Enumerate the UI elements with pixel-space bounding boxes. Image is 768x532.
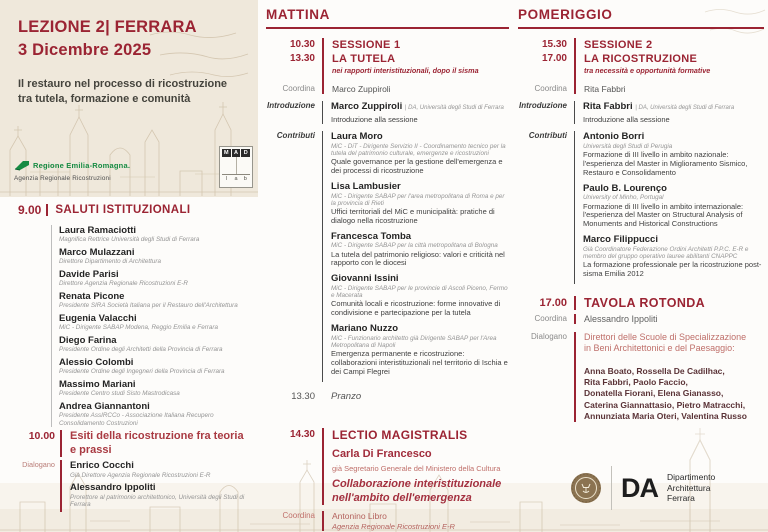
da-dept-line3: Ferrara <box>667 493 695 504</box>
session1-start-time: 10.30 <box>289 39 315 50</box>
mad-letter: l <box>226 176 228 182</box>
contributor-affil: Università degli Studi di Perugia <box>583 142 673 150</box>
dialogano-label: Dialogano <box>22 460 55 470</box>
speaker-role: Presidente AssIRCCo - Associazione Italiana Recupero Consolidamento Costruzioni <box>59 412 214 427</box>
pomeriggio-column <box>518 7 764 422</box>
speaker-entry <box>59 335 260 354</box>
session2-name: SESSIONE 2 <box>584 39 653 51</box>
session1-coordinator: Marco Zuppiroli <box>332 84 391 94</box>
contribution-title: Formazione di III livello in ambito internazionale: l'esperienza del Master on Structural Analysis of Monuments and Historical Constructions <box>583 201 744 229</box>
contribution-title: Comunità locali e ricostruzione: forme innovative di condivisione e partecipazione per la tutela <box>331 299 501 318</box>
session2-start-time: 15.30 <box>541 39 567 50</box>
speaker-entry <box>70 482 260 508</box>
contributor-name: Francesca Tomba <box>331 230 412 242</box>
introduzione-label: Introduzione <box>267 101 315 110</box>
speaker-name: Massimo Mariani <box>59 379 136 390</box>
contribution-entry <box>583 234 764 279</box>
contributor-name: Paulo B. Lourenço <box>583 182 667 194</box>
university-seal-icon <box>570 472 602 504</box>
speaker-entry <box>59 379 260 398</box>
contributor-name: Laura Moro <box>331 131 383 143</box>
tavola-desc-line1: Direttori delle Scuole di Specializzazione <box>584 331 747 342</box>
speaker-entry <box>59 357 260 376</box>
left-column <box>18 203 260 512</box>
event-subtitle-line2: tra tutela, formazione e comunità <box>18 93 191 105</box>
session2-subtitle: tra necessità e opportunità formative <box>584 66 711 75</box>
tavola-title: TAVOLA ROTONDA <box>584 295 706 310</box>
pranzo-label: Pranzo <box>331 390 362 402</box>
contributor-affil: MiC - DiT - Dirigente Servizio II - Coordinamento tecnico per la tutela del patrimonio culturale, emergenze e ricostruzioni <box>331 142 506 158</box>
esiti-speakers-list <box>60 460 260 511</box>
mad-letter: D <box>241 149 250 157</box>
session1-block <box>266 38 509 94</box>
session2-coordinator: Rita Fabbri <box>584 84 626 94</box>
esiti-time: 10.00 <box>28 430 55 443</box>
lectio-talk-line2: nell'ambito dell'emergenza <box>332 491 472 504</box>
event-subtitle-line1: Il restauro nel processo di ricostruzione <box>18 78 228 90</box>
lectio-speaker: Carla Di Francesco <box>332 448 432 460</box>
introduzione-row <box>266 101 509 124</box>
contribution-title: Formazione di III livello in ambito nazionale: l'esperienza del Master in Miglioramento Sismico, Restauro e Consolidamento <box>583 150 748 177</box>
speaker-role: Prorettore al patrimonio architettonico, Università degli Studi di Ferrara <box>70 493 245 509</box>
esiti-title-line2: e prassi <box>70 443 112 456</box>
tavola-dialogano-label: Dialogano <box>530 331 567 341</box>
speaker-entry <box>59 313 260 332</box>
participants-line: Anna Boato, Rossella De Cadilhac, <box>584 365 725 376</box>
agency-name: Agenzia Regionale Ricostruzioni <box>14 175 111 182</box>
session1-subtitle: nei rapporti interistituzionali, dopo il sisma <box>332 66 479 75</box>
mad-lab-logo <box>219 146 253 188</box>
contributi-label: Contributi <box>276 131 315 141</box>
saluti-title: SALUTI ISTITUZIONALI <box>55 204 191 216</box>
contributor-name: Giovanni Issini <box>331 273 399 285</box>
divider <box>611 466 612 510</box>
esiti-title-line1: Esiti della ricostruzione fra teoria <box>70 430 244 443</box>
speaker-name: Alessio Colombi <box>59 357 134 368</box>
contributor-affil: MiC - Funzionario architetto già Dirigente SABAP per l'Area Metropolitana di Napoli <box>331 334 497 349</box>
contribution-title: Uffici territoriali del MiC e municipalità: pratiche di dialogo nella ricostruzione <box>331 207 495 225</box>
contribution-entry <box>583 183 764 229</box>
contribution-title: Emergenza permanente e ricostruzione: collaborazioni interistituzionali nel territorio di Ischia e dei Campi Flegrei <box>331 348 508 376</box>
lectio-coordinator: Antonino Libro <box>332 511 387 521</box>
mattina-column <box>266 7 509 402</box>
coordina-label: Coordina <box>282 84 315 93</box>
speaker-name: Renata Picone <box>59 291 125 302</box>
contributor-name: Antonio Borri <box>583 131 645 143</box>
header-rule <box>266 27 509 29</box>
coordina-label: Coordina <box>534 84 567 93</box>
participants-line: Rita Fabbri, Paolo Faccio, <box>584 377 688 388</box>
lecture-title-line1: LEZIONE 2| FERRARA <box>18 18 197 36</box>
speaker-entry <box>70 460 260 479</box>
contributor-affil: Già Coordinatore Federazione Ordini Architetti P.P.C. E-R e membro del gruppo operativo lauree abilitanti CNAPPC <box>583 245 749 260</box>
contributor-affil: MiC - Dirigente SABAP per l'area metropolitana di Roma e per la provincia di Rieti <box>331 192 505 207</box>
session1-end-time: 13.30 <box>289 53 315 64</box>
lectio-magistralis-block <box>266 428 509 531</box>
region-logo-text: Regione Emilia-Romagna. <box>33 161 131 170</box>
speaker-name: Andrea Giannantoni <box>59 401 150 412</box>
esiti-block <box>18 430 260 511</box>
contributi-label: Contributi <box>528 131 567 141</box>
contributions-list <box>322 131 509 381</box>
contributions-list <box>574 131 764 284</box>
speaker-role: Presidente Centro studi Sisto Mastrodicasa <box>59 390 180 398</box>
contribution-entry <box>331 131 509 176</box>
tavola-desc-line2: in Beni Architettonici e del Paesaggio: <box>584 343 735 354</box>
speaker-role: Presidente Ordine degli Architetti della Provincia di Ferrara <box>59 346 223 354</box>
mad-letter: a <box>234 176 238 182</box>
dipartimento-architettura-logo <box>570 466 715 510</box>
contribution-title: La tutela del patrimonio religioso: valori e criticità nel rapporto con le diocesi <box>331 249 505 268</box>
speaker-role: MiC - Dirigente SABAP Modena, Reggio Emilia e Ferrara <box>59 324 218 332</box>
lectio-speaker-role: già Segretario Generale del Ministero della Cultura <box>332 464 501 473</box>
introduzione-row <box>518 101 764 124</box>
session2-end-time: 17.00 <box>541 53 567 64</box>
contributor-name: Mariano Nuzzo <box>331 323 399 335</box>
da-initials: DA <box>621 472 658 503</box>
contributor-affil: MiC - Dirigente SABAP per la città metropolitana di Bologna <box>331 242 498 250</box>
tavola-coordinator: Alessandro Ippoliti <box>584 313 658 324</box>
pranzo-time: 13.30 <box>291 390 315 402</box>
region-emilia-romagna-logo <box>14 160 130 182</box>
speaker-role: Direttore Agenzia Regionale Ricostruzioni E-R <box>59 280 188 288</box>
mattina-header: MATTINA <box>266 7 330 22</box>
session1-topic: LA TUTELA <box>332 53 396 65</box>
speaker-role: Presidente Ordine degli Ingegneri della Provincia di Ferrara <box>59 368 225 376</box>
speaker-name: Eugenia Valacchi <box>59 313 137 324</box>
intro-speaker-affil: | DA, Università degli Studi di Ferrara <box>635 105 735 111</box>
da-dept-line2: Architettura <box>667 482 711 493</box>
header-rule <box>518 27 764 29</box>
pomeriggio-header: POMERIGGIO <box>518 7 613 22</box>
intro-desc: Introduzione alla sessione <box>583 114 670 124</box>
saluti-speakers-list <box>51 225 260 427</box>
lectio-coordinator-role: Agenzia Regionale Ricostruzioni E-R <box>332 522 455 531</box>
tavola-time: 17.00 <box>539 296 567 309</box>
speaker-role: Magnifica Rettrice Università degli Studi di Ferrara <box>59 236 200 244</box>
saluti-header <box>18 203 260 217</box>
contributi-row <box>266 131 509 381</box>
speaker-entry <box>59 247 260 266</box>
tavola-coordina-label: Coordina <box>534 313 567 323</box>
da-dept-line1: Dipartimento <box>667 472 716 483</box>
mad-letter: b <box>243 176 247 182</box>
introduzione-label: Introduzione <box>519 101 567 110</box>
tavola-rotonda-block <box>518 296 764 422</box>
contribution-entry <box>331 181 509 226</box>
contribution-title: La formazione professionale per la ricostruzione post-sisma Emilia 2012 <box>583 260 762 279</box>
pranzo-row <box>266 391 509 402</box>
speaker-entry <box>59 269 260 288</box>
speaker-name: Laura Ramaciotti <box>59 225 137 236</box>
speaker-name: Davide Parisi <box>59 269 119 280</box>
intro-speaker-affil: | DA, Università degli Studi di Ferrara <box>404 105 504 111</box>
event-header <box>18 16 260 107</box>
contributi-row <box>518 131 764 284</box>
contributor-name: Marco Filippucci <box>583 234 658 246</box>
speaker-role: Presidente SIRA Società Italiana per il Restauro dell'Architettura <box>59 302 238 310</box>
contribution-entry <box>331 231 509 269</box>
speaker-role: Già Direttore Agenzia Regionale Ricostruzioni E-R <box>70 471 211 479</box>
session2-block <box>518 38 764 94</box>
participants-line: Caterina Giannattasio, Pietro Matracchi, <box>584 399 746 410</box>
speaker-entry <box>59 225 260 244</box>
speaker-entry <box>59 291 260 310</box>
intro-speaker-name: Rita Fabbri <box>583 101 633 112</box>
tavola-participants <box>584 366 764 422</box>
lectio-talk-line1: Collaborazione interistituzionale <box>332 478 502 490</box>
lectio-title: LECTIO MAGISTRALIS <box>332 428 468 442</box>
speaker-entry <box>59 401 260 427</box>
speaker-name: Alessandro Ippoliti <box>70 482 156 494</box>
contribution-title: Quale governance per la gestione dell'emergenza e dei processi di ricostruzione <box>331 157 503 176</box>
speaker-name: Enrico Cocchi <box>70 460 134 472</box>
session1-name: SESSIONE 1 <box>332 39 401 51</box>
mad-logo-grid <box>222 157 250 175</box>
participants-line: Annunziata Maria Oteri, Valentina Russo <box>584 410 747 421</box>
saluti-time: 9.00 <box>18 203 42 217</box>
session2-topic: LA RICOSTRUZIONE <box>584 53 698 65</box>
contribution-entry <box>583 131 764 177</box>
region-flag-icon <box>14 160 30 171</box>
contribution-entry <box>331 323 509 377</box>
divider <box>46 204 48 216</box>
speaker-name: Diego Farina <box>59 335 117 346</box>
contributor-name: Lisa Lambusier <box>331 181 401 193</box>
contributor-affil: MiC - Dirigente SABAP per le provincie di Ascoli Piceno, Fermo e Macerata <box>331 284 508 300</box>
intro-speaker-name: Marco Zuppiroli <box>331 101 403 112</box>
lectio-coordina-label: Coordina <box>282 511 315 520</box>
contribution-entry <box>331 273 509 318</box>
speaker-role: Direttore Dipartimento di Architettura <box>59 258 161 266</box>
mad-letter: A <box>232 149 241 157</box>
lectio-time: 14.30 <box>289 429 315 440</box>
speaker-name: Marco Mulazzani <box>59 247 135 258</box>
participants-line: Donatella Fiorani, Elena Gianasso, <box>584 388 724 399</box>
lecture-date: 3 Dicembre 2025 <box>18 41 152 59</box>
contributor-affil: University of Minho, Portugal <box>583 194 664 202</box>
mad-letter: M <box>222 149 231 157</box>
intro-desc: Introduzione alla sessione <box>331 114 418 124</box>
